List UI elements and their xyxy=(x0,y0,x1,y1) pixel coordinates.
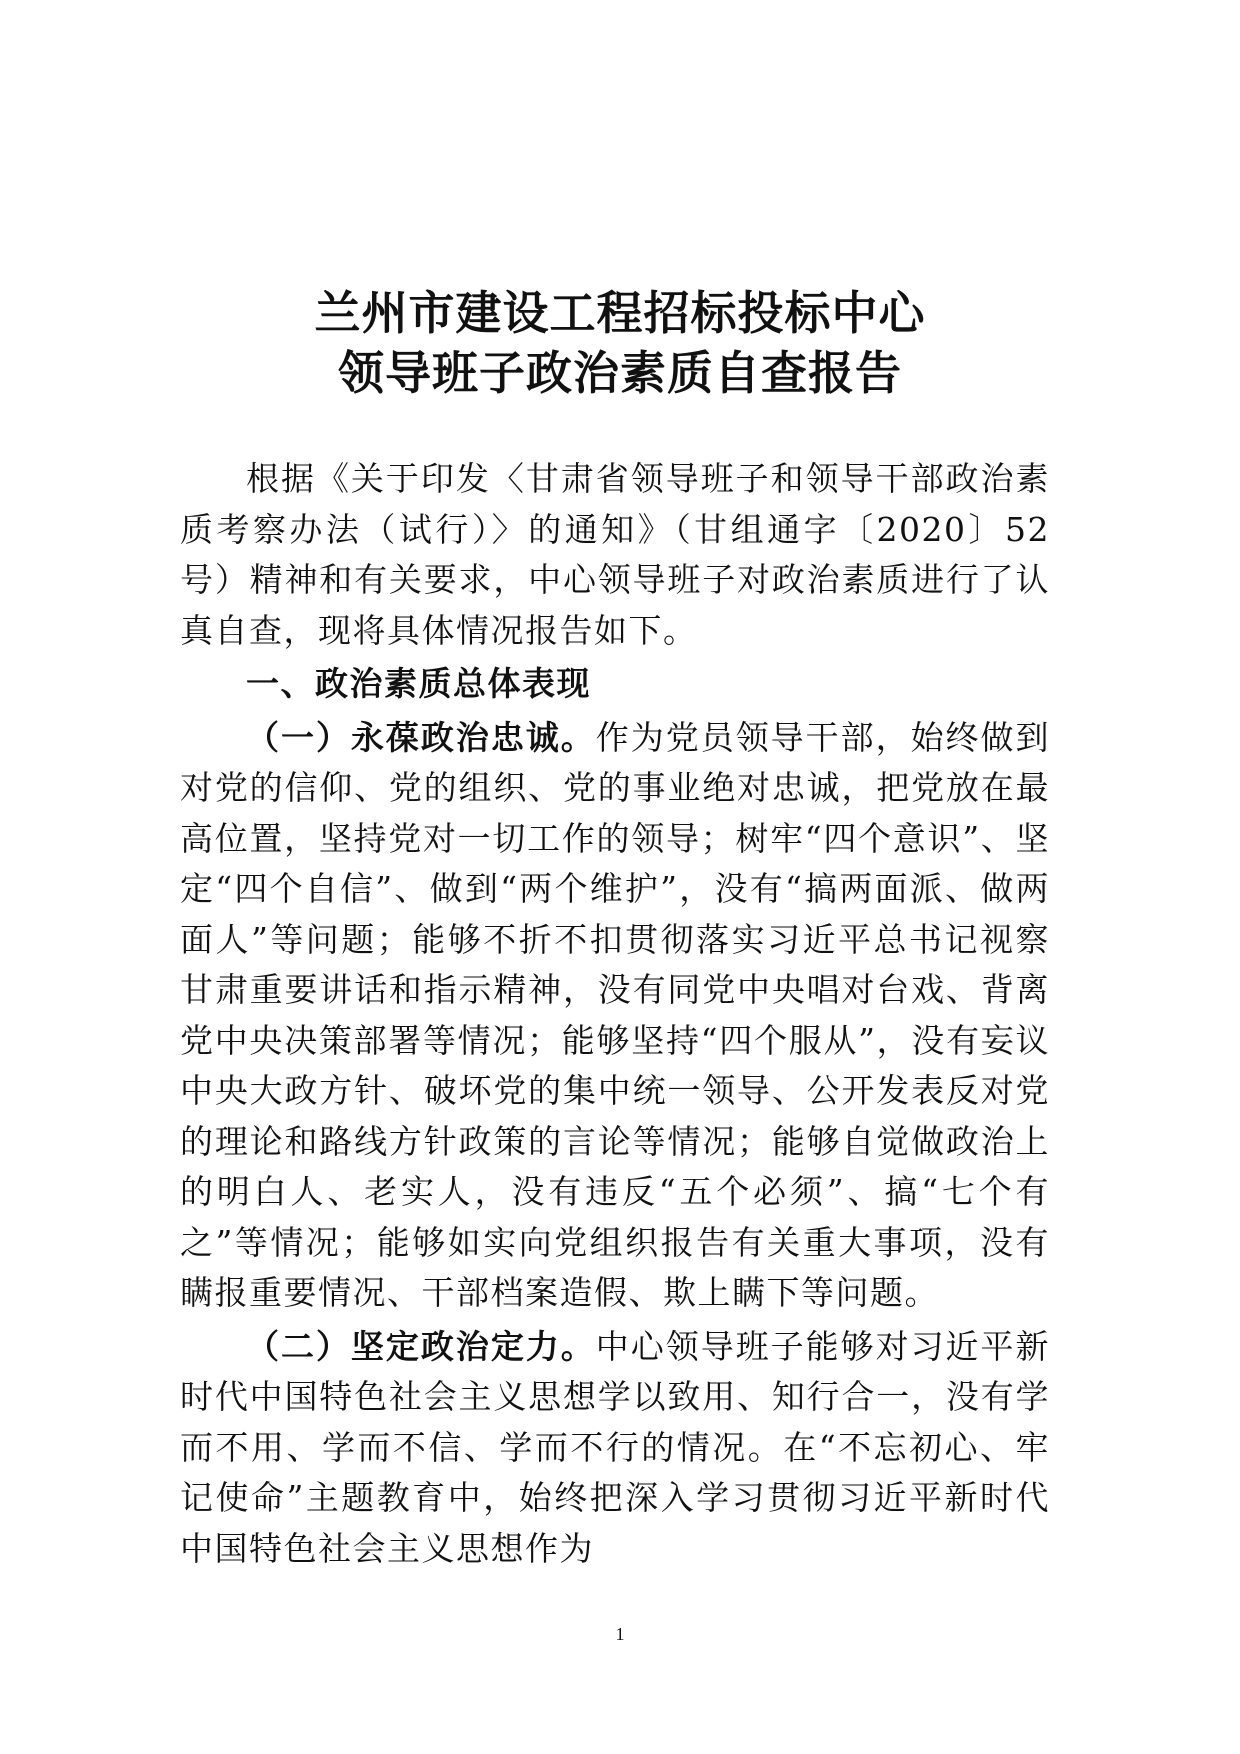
subsection-2-paragraph xyxy=(180,1322,1050,1575)
subsection-2-heading: （二）坚定政治定力。 xyxy=(246,1326,596,1366)
subsection-2-text: 中心领导班子能够对习近平新时代中国特色社会主义思想学以致用、知行合一，没有学而不用、学而不信、学而不行的情况。在“不忘初心、牢记使命”主题教育中，始终把深入学习贯彻习近平新时代中国特色社会主义思想作为 xyxy=(180,1326,1051,1568)
document-title-line-2: 领导班子政治素质自查报告 xyxy=(338,346,902,400)
subsection-1-heading: （一）永葆政治忠诚。 xyxy=(246,717,596,757)
page-number: 1 xyxy=(615,1624,625,1644)
subsection-1-paragraph xyxy=(180,713,1050,1319)
intro-paragraph: 根据《关于印发〈甘肃省领导班子和领导干部政治素质考察办法（试行）〉的通知》（甘组通字〔2020〕52号）精神和有关要求，中心领导班子对政治素质进行了认真自查，现将具体情况报告如下。 xyxy=(180,459,1050,650)
document-body xyxy=(180,454,1050,1574)
section-1-heading: 一、政治素质总体表现 xyxy=(246,664,591,703)
subsection-1-text: 作为党员领导干部，始终做到对党的信仰、党的组织、党的事业绝对忠诚，把党放在最高位置，坚持党对一切工作的领导；树牢“四个意识”、坚定“四个自信”、做到“两个维护”，没有“搞两面派、做两面人”等问题；能够不折不扣贯彻落实习近平总书记视察甘肃重要讲话和指示精神，没有同党中央唱对台戏、背离党中央决策部署等情况；能够坚持“四个服从”，没有妄议中央大政方针、破坏党的集中统一领导、公开发表反对党的理论和路线方针政策的言论等情况；能够自觉做政治上的明白人、老实人，没有违反“五个必须”、搞“七个有之”等情况；能够如实向党组织报告有关重大事项，没有瞒报重要情况、干部档案造假、欺上瞒下等问题。 xyxy=(180,717,1051,1312)
section-1-heading-paragraph xyxy=(180,659,1050,710)
document-title-line-1: 兰州市建设工程招标投标中心 xyxy=(314,286,926,340)
